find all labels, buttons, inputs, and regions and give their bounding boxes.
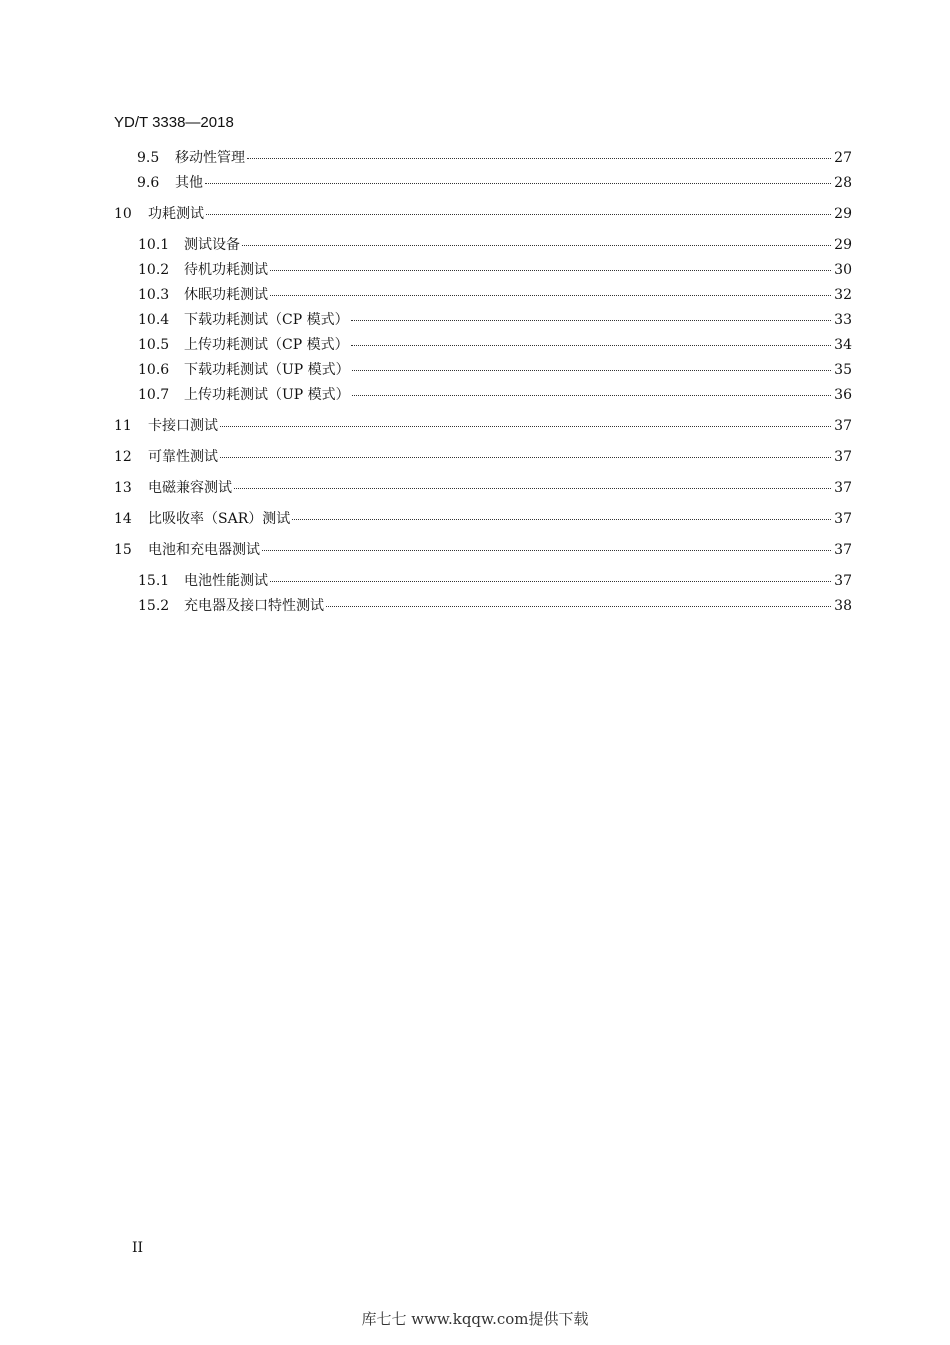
toc-title: 电池性能测试 xyxy=(184,573,268,589)
toc-leader xyxy=(326,606,831,607)
toc-title: 比吸收率（SAR）测试 xyxy=(148,511,291,527)
toc-entry[interactable] xyxy=(138,597,852,615)
toc-entry[interactable] xyxy=(114,479,852,497)
toc-leader xyxy=(270,270,831,271)
toc-number: 15.1 xyxy=(138,573,170,589)
toc-leader xyxy=(292,519,831,520)
page-number: II xyxy=(132,1240,144,1256)
toc-number: 10.6 xyxy=(138,362,170,378)
toc-title: 其他 xyxy=(175,175,203,191)
toc-number: 10.4 xyxy=(138,312,170,328)
toc-page: 35 xyxy=(834,362,852,378)
toc-title: 卡接口测试 xyxy=(148,418,218,434)
document-header: YD/T 3338—2018 xyxy=(114,114,234,131)
toc-entry[interactable] xyxy=(138,261,852,279)
toc-number: 13 xyxy=(114,480,132,496)
toc-page: 37 xyxy=(834,573,852,589)
toc-page: 30 xyxy=(834,262,852,278)
toc-title: 可靠性测试 xyxy=(148,449,218,465)
toc-entry[interactable] xyxy=(138,572,852,590)
toc-page: 37 xyxy=(834,511,852,527)
toc-leader xyxy=(352,395,832,396)
toc-entry[interactable] xyxy=(138,361,852,379)
toc-title: 待机功耗测试 xyxy=(184,262,268,278)
toc-number: 10 xyxy=(114,206,132,222)
toc-entry[interactable] xyxy=(138,386,852,404)
toc-leader xyxy=(242,245,831,246)
toc-page: 36 xyxy=(834,387,852,403)
toc-leader xyxy=(220,426,831,427)
toc-leader xyxy=(206,214,831,215)
toc-page: 28 xyxy=(834,175,852,191)
toc-title: 功耗测试 xyxy=(148,206,204,222)
toc-number: 14 xyxy=(114,511,132,527)
toc-leader xyxy=(270,295,831,296)
toc-title: 充电器及接口特性测试 xyxy=(184,598,324,614)
footer-watermark: 库七七 www.kqqw.com提供下载 xyxy=(361,1310,589,1328)
toc-entry[interactable] xyxy=(114,205,852,223)
toc-title: 电池和充电器测试 xyxy=(148,542,260,558)
toc-title: 休眠功耗测试 xyxy=(184,287,268,303)
toc-page: 34 xyxy=(834,337,852,353)
toc-entry[interactable] xyxy=(138,311,852,329)
toc-number: 9.6 xyxy=(137,175,160,191)
toc-entry[interactable] xyxy=(138,236,852,254)
toc-number: 11 xyxy=(114,418,132,434)
toc-leader xyxy=(351,320,832,321)
toc-number: 10.1 xyxy=(138,237,170,253)
toc-number: 10.3 xyxy=(138,287,170,303)
toc-number: 9.5 xyxy=(137,150,160,166)
toc-page: 37 xyxy=(834,542,852,558)
toc-number: 15.2 xyxy=(138,598,170,614)
toc-page: 38 xyxy=(834,598,852,614)
toc-leader xyxy=(220,457,831,458)
toc-page: 29 xyxy=(834,237,852,253)
toc-page: 37 xyxy=(834,480,852,496)
toc-title: 电磁兼容测试 xyxy=(148,480,232,496)
toc-entry[interactable] xyxy=(114,541,852,559)
toc-leader xyxy=(205,183,831,184)
toc-title: 测试设备 xyxy=(184,237,240,253)
toc-title: 上传功耗测试（UP 模式） xyxy=(184,387,350,403)
toc-page: 27 xyxy=(834,150,852,166)
toc-title: 下载功耗测试（UP 模式） xyxy=(184,362,350,378)
toc-entry[interactable] xyxy=(114,448,852,466)
toc-page: 32 xyxy=(834,287,852,303)
toc-entry[interactable] xyxy=(114,417,852,435)
toc-number: 10.7 xyxy=(138,387,170,403)
toc-entry[interactable] xyxy=(114,510,852,528)
toc-leader xyxy=(262,550,831,551)
toc-leader xyxy=(234,488,831,489)
toc-entry[interactable] xyxy=(138,286,852,304)
toc-page: 33 xyxy=(834,312,852,328)
toc-entry[interactable] xyxy=(137,174,852,192)
toc-number: 15 xyxy=(114,542,132,558)
toc-page: 29 xyxy=(834,206,852,222)
toc-page: 37 xyxy=(834,449,852,465)
toc-title: 上传功耗测试（CP 模式） xyxy=(184,337,349,353)
toc-leader xyxy=(247,158,831,159)
toc-number: 12 xyxy=(114,449,132,465)
toc-page: 37 xyxy=(834,418,852,434)
toc-number: 10.2 xyxy=(138,262,170,278)
toc-leader xyxy=(270,581,831,582)
toc-title: 移动性管理 xyxy=(175,150,245,166)
toc-leader xyxy=(352,370,832,371)
toc-title: 下载功耗测试（CP 模式） xyxy=(184,312,349,328)
toc-number: 10.5 xyxy=(138,337,170,353)
toc-entry[interactable] xyxy=(137,149,852,167)
toc-leader xyxy=(351,345,832,346)
toc-entry[interactable] xyxy=(138,336,852,354)
